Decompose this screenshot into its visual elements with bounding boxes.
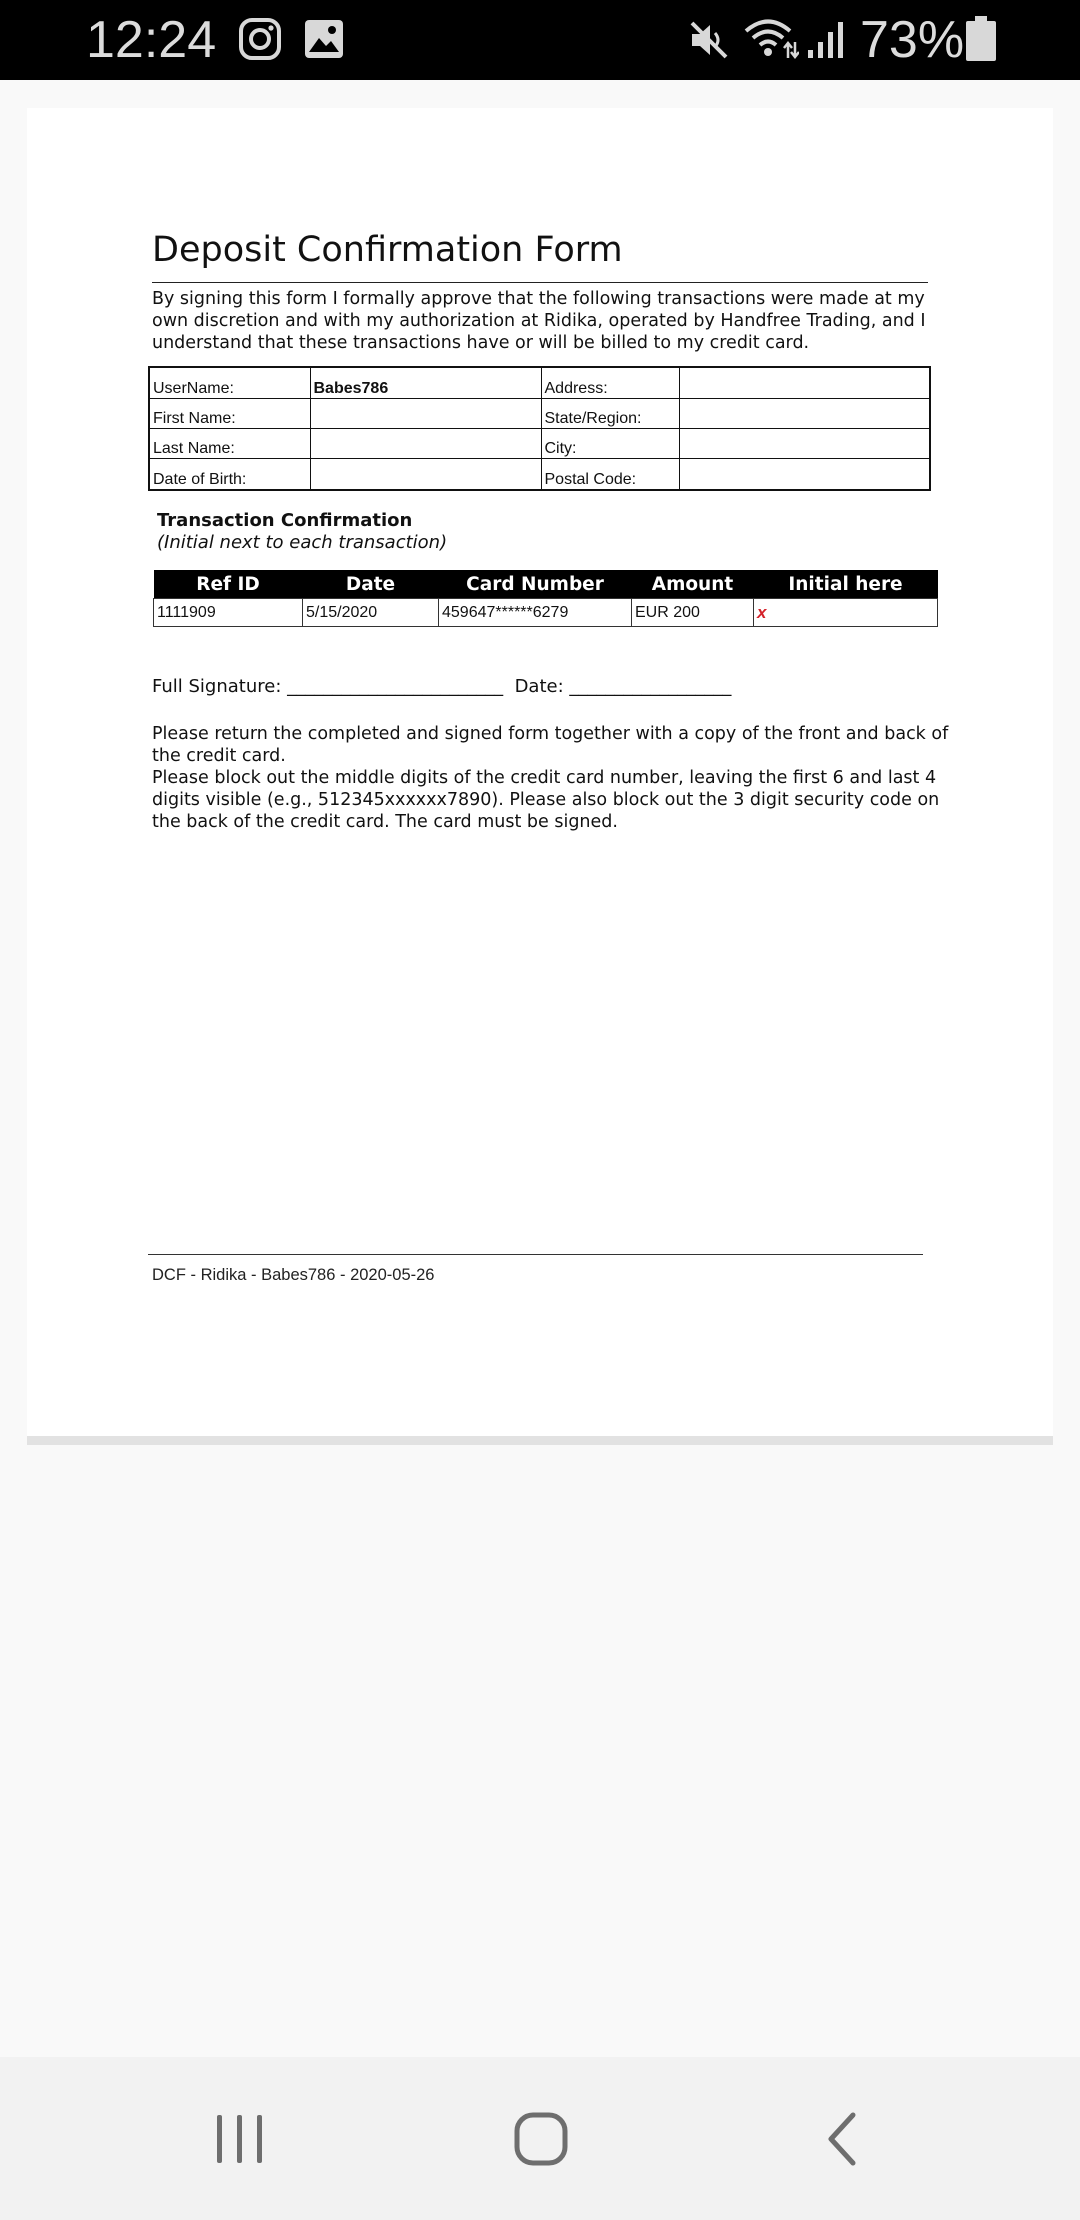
table-row [154, 599, 938, 627]
info-value [679, 367, 930, 398]
title-divider [152, 282, 928, 283]
info-value [310, 398, 541, 428]
document-page[interactable] [27, 108, 1053, 1436]
info-label: Last Name: [149, 428, 310, 458]
form-intro: By signing this form I formally approve that the following transactions were made at my own discretion and with my authorization at Ridika, operated by Handfree Trading, and I understand that these transactions have or will be billed to my credit card. [152, 289, 926, 353]
transaction-section-subtitle: (Initial next to each transaction) [157, 532, 448, 553]
info-label: Date of Birth: [149, 459, 310, 490]
personal-info-table [148, 366, 931, 491]
info-value [679, 428, 930, 458]
gallery-icon [303, 18, 345, 64]
form-title: Deposit Confirmation Form [152, 230, 623, 270]
instagram-icon [238, 17, 282, 65]
column-header: Card Number [439, 570, 632, 599]
info-label: Address: [541, 367, 679, 398]
info-value [310, 428, 541, 458]
instruction-paragraph: Please return the completed and signed form together with a copy of the front and back of the credit card. [152, 724, 949, 766]
table-header-row [154, 570, 938, 599]
info-label: UserName: [149, 367, 310, 398]
status-bar [0, 0, 1080, 80]
home-button[interactable] [440, 2057, 640, 2220]
recents-button[interactable] [140, 2057, 340, 2220]
info-value [679, 459, 930, 490]
initial-mark: x [757, 602, 767, 622]
column-header: Ref ID [154, 570, 303, 599]
transaction-section-title: Transaction Confirmation [157, 510, 413, 531]
instruction-paragraph: Please block out the middle digits of the credit card number, leaving the first 6 and last 4 digits visible (e.g., 512345xxxxxx7890). Please also block out the 3 digit security code on the back of the credit card. The card must be signed. [152, 768, 940, 832]
info-label: City: [541, 428, 679, 458]
info-label: Postal Code: [541, 459, 679, 490]
transaction-table [153, 570, 938, 627]
table-row [149, 398, 930, 428]
battery-percent: 73% [860, 11, 965, 69]
amount-cell: EUR 200 [632, 599, 754, 627]
card-number-cell: 459647******6279 [439, 599, 632, 627]
table-row [149, 459, 930, 490]
info-label: First Name: [149, 398, 310, 428]
column-header: Amount [632, 570, 754, 599]
info-value [310, 459, 541, 490]
signature-line: Full Signature: ________________________ Date: __________________ [152, 676, 732, 697]
table-row [149, 367, 930, 398]
instructions [152, 723, 952, 833]
wifi-icon [743, 16, 799, 64]
ref-id-cell: 1111909 [154, 599, 303, 627]
status-time: 12:24 [86, 11, 217, 69]
battery-icon [966, 16, 996, 66]
column-header: Date [303, 570, 439, 599]
table-row [149, 428, 930, 458]
deposit-form [27, 108, 1053, 1436]
form-footer: DCF - Ridika - Babes786 - 2020-05-26 [152, 1266, 435, 1284]
back-icon [823, 2111, 863, 2171]
home-icon [513, 2111, 569, 2171]
mute-icon [688, 19, 730, 65]
back-button[interactable] [745, 2057, 945, 2220]
page-edge [27, 1436, 1053, 1445]
initial-cell [754, 599, 938, 627]
info-label: State/Region: [541, 398, 679, 428]
date-cell: 5/15/2020 [303, 599, 439, 627]
navigation-bar [0, 2057, 1080, 2220]
info-value [679, 398, 930, 428]
recents-icon [213, 2113, 267, 2169]
column-header: Initial here [754, 570, 938, 599]
info-value: Babes786 [310, 367, 541, 398]
signal-icon [806, 18, 846, 64]
footer-divider [148, 1254, 923, 1255]
